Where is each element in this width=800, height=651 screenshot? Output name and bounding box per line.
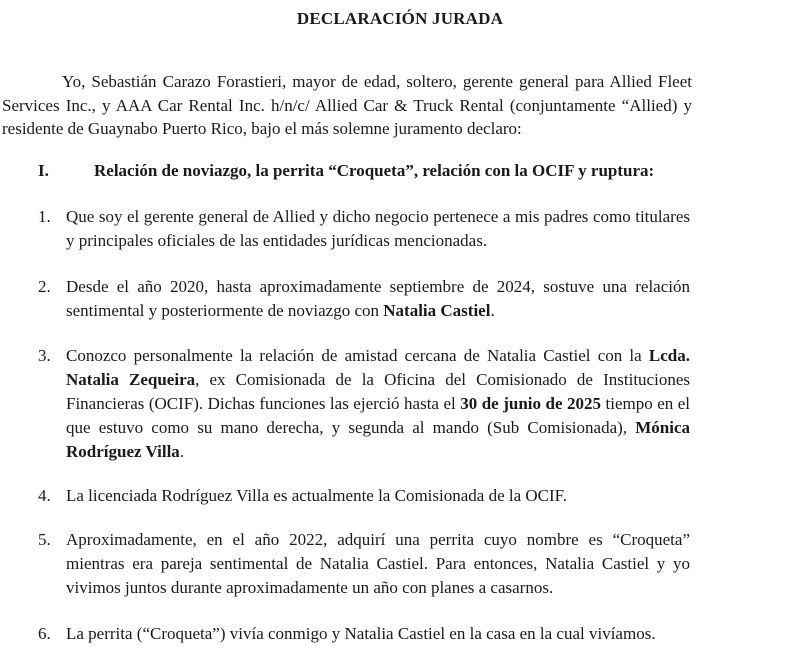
item-text-bold: Mónica Rodríguez Villa bbox=[66, 418, 690, 461]
item-text bbox=[66, 484, 690, 508]
item-text-run: . bbox=[179, 442, 185, 461]
numbered-item bbox=[38, 622, 690, 646]
item-text-run: Conozco personalmente la relación de amistad cercana de Natalia Castiel con la bbox=[66, 346, 649, 365]
item-number: 6. bbox=[38, 624, 51, 643]
document-title: DECLARACIÓN JURADA bbox=[296, 9, 504, 28]
section-heading bbox=[38, 159, 758, 183]
item-text-bold: 30 de junio de 2025 bbox=[460, 394, 601, 413]
item-number: 5. bbox=[38, 530, 51, 549]
item-text-run: Aproximadamente, en el año 2022, adquirí una perrita cuyo nombre es “Croqueta” mientras era pareja sentimental de Natalia Castiel. Para entonces, Natalia Castiel y yo vivimos juntos durante aproximadamente un año con planes a casarnos. bbox=[66, 530, 690, 597]
item-text-run: . bbox=[490, 301, 495, 320]
item-text-run: Que soy el gerente general de Allied y dicho negocio pertenece a mis padres como titulares y principales oficiales de las entidades jurídicas mencionadas. bbox=[66, 207, 690, 250]
item-text bbox=[66, 528, 690, 600]
section-title: Relación de noviazgo, la perrita “Croqueta”, relación con la OCIF y ruptura: bbox=[94, 161, 655, 180]
item-text-run: La licenciada Rodríguez Villa es actualmente la Comisionada de la OCIF. bbox=[66, 486, 568, 505]
numbered-item bbox=[38, 205, 690, 253]
item-number: 1. bbox=[38, 207, 51, 226]
item-text-bold: Natalia Castiel bbox=[383, 301, 491, 320]
numbered-item bbox=[38, 484, 690, 508]
item-text-run: La perrita (“Croqueta”) vivía conmigo y Natalia Castiel en la casa en la cual vivíamos. bbox=[66, 624, 656, 643]
section-number: I. bbox=[38, 161, 49, 180]
item-text-run: tiempo en el que estuvo como su mano derecha, y segunda al mando (Sub Comisionada), bbox=[66, 394, 691, 437]
numbered-item bbox=[38, 528, 690, 600]
item-text bbox=[66, 275, 690, 323]
item-number: 4. bbox=[38, 486, 51, 505]
item-text bbox=[66, 205, 690, 253]
numbered-item bbox=[38, 344, 690, 464]
item-text bbox=[66, 344, 690, 464]
intro-paragraph: Yo, Sebastián Carazo Forastieri, mayor de edad, soltero, gerente general para Allied Fleet Services Inc., y AAA Car Rental Inc. h/n/c/ Allied Car & Truck Rental (conjuntamente “Allied) y residente de Guaynabo Puerto Rico, bajo el más solemne juramento declaro: bbox=[2, 72, 692, 138]
item-text-bold: Lcda. Natalia Zequeira bbox=[66, 346, 690, 389]
item-text-run: , ex Comisionada de la Oficina del Comisionado de Instituciones Financieras (OCIF). Dichas funciones las ejerció hasta el bbox=[66, 370, 690, 413]
item-text bbox=[66, 622, 690, 646]
item-number: 2. bbox=[38, 277, 51, 296]
numbered-item bbox=[38, 275, 690, 323]
item-number: 3. bbox=[38, 346, 51, 365]
item-text-run: Desde el año 2020, hasta aproximadamente septiembre de 2024, sostuve una relación sentimental y posteriormente de noviazgo con bbox=[66, 277, 690, 320]
